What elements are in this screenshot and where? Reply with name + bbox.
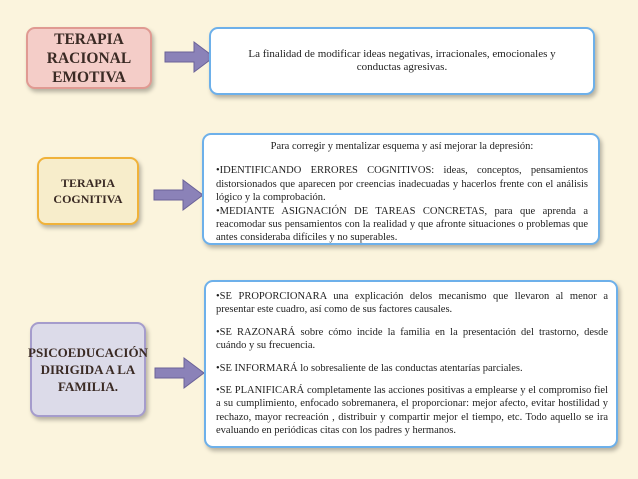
arrow-right-icon — [154, 356, 206, 390]
box-finalidad — [209, 27, 595, 95]
point-razonara: •SE RAZONARÁ sobre cómo incide la familia en la presentación del trastorno, desde cuándo y su frecuencia. — [216, 326, 608, 352]
point-proporcionara: •SE PROPORCIONARA una explicación delos mecanismo que llevaron al menor a presentar este cuadro, así como de sus factores causales. — [216, 291, 608, 316]
intro-text: Para corregir y mentalizar esquema y así mejorar la depresión: — [270, 141, 534, 152]
point-asignacion-tareas: •MEDIANTE ASIGNACIÓN DE TAREAS CONCRETAS, para que aprenda a reacomodar sus pensamientos con la realidad y que afronte situaciones o problemas que antes consideraba difíciles y no superables. — [216, 205, 588, 244]
point-informara: •SE INFORMARÁ lo sobresaliente de las conductas atentarías parciales. — [216, 362, 523, 374]
box-psicoeducacion — [204, 280, 618, 448]
label-psicoeducacion-familia — [30, 322, 146, 417]
label-terapia-racional-emotiva — [26, 27, 152, 89]
point-planificara: •SE PLANIFICARÁ completamente las acciones positivas a emplearse y el compromiso fiel a su cumplimiento, enfocado sobremanera, el proporcionar: mejor afecto, evitar hostilidad y rechazo, mayor recreación , distribuir y compartir mejor el tiempo, etc. Todo aquello se ira evaluando en periódicas citas con los padres y hermanos. — [216, 385, 608, 437]
label-text: PSICOEDUCACIÓN DIRIGIDA A LA FAMILIA. — [28, 345, 148, 394]
label-text: TERAPIA RACIONAL EMOTIVA — [46, 30, 132, 86]
arrow-right-icon — [153, 178, 205, 212]
label-terapia-cognitiva — [37, 157, 139, 225]
point-identificando: •IDENTIFICANDO ERRORES COGNITIVOS: ideas, conceptos, pensamientos distorsionados que aparecen por creencias inadecuadas y hacerlos frente con el análisis lógico y la comprobación. — [216, 165, 588, 204]
box-terapia-cognitiva — [202, 133, 600, 245]
finalidad-text: La finalidad de modificar ideas negativas, irracionales, emocionales y conductas agresivas. — [248, 47, 556, 73]
label-text: TERAPIA COGNITIVA — [53, 176, 123, 206]
